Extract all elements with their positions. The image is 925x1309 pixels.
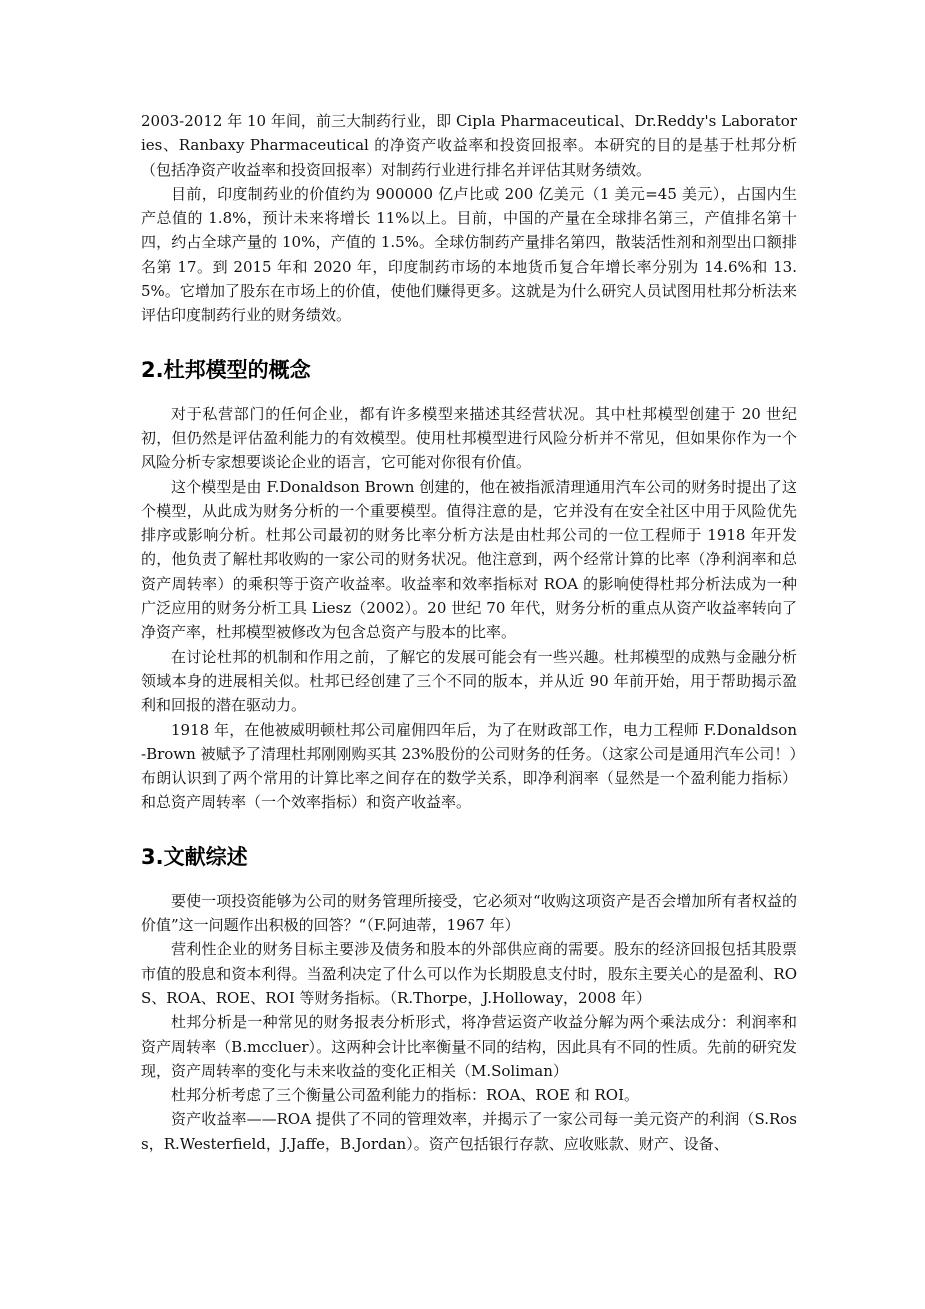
section-3-paragraph-2: 营利性企业的财务目标主要涉及债务和股本的外部供应商的需要。股东的经济回报包括其股票市值的股息和资本利得。当盈利决定了什么可以作为长期股息支付时，股东主要关心的是盈利、ROS、ROA、ROE、ROI 等财务指标。（R.Thorpe，J.Holloway，2008 年） [141,940,797,1007]
section-3-heading: 3.文献综述 [141,844,248,869]
section-2-paragraph-2: 这个模型是由 F.Donaldson Brown 创建的，他在被指派清理通用汽车公司的财务时提出了这个模型，从此成为财务分析的一个重要模型。值得注意的是，它并没有在安全社区中用于风险优先排序或影响分析。杜邦公司最初的财务比率分析方法是由杜邦公司的一位工程师于 1918 年开发的，他负责了解杜邦收购的一家公司的财务状况。他注意到，两个经常计算的比率（净利润率和总资产周转率）的乘积等于资产收益率。收益率和效率指标对 ROA 的影响使得杜邦分析法成为一种广泛应用的财务分析工具 Liesz（2002）。20 世纪 70 年代，财务分析的重点从资产收益率转向了净资产率，杜邦模型被修改为包含总资产与股本的比率。 [141,477,797,642]
section-3-paragraph-4: 杜邦分析考虑了三个衡量公司盈利能力的指标：ROA、ROE 和 ROI。 [171,1086,640,1105]
section-3-paragraph-1: 要使一项投资能够为公司的财务管理所接受，它必须对“收购这项资产是否会增加所有者权益的价值”这一问题作出积极的回答？“（F.阿迪蒂，1967 年） [141,891,797,935]
document-page [141,109,797,1156]
section-2-paragraph-3: 在讨论杜邦的机制和作用之前，了解它的发展可能会有一些兴趣。杜邦模型的成熟与金融分析领域本身的进展相关似。杜邦已经创建了三个不同的版本，并从近 90 年前开始，用于帮助揭示盈利和回报的潜在驱动力。 [141,647,797,715]
section-3-paragraph-5: 资产收益率——ROA 提供了不同的管理效率，并揭示了一家公司每一美元资产的利润（S.Ross，R.Westerfield，J.Jaffe，B.Jordan）。资产包括银行存款、应收账款、财产、设备、 [141,1110,797,1153]
section-2-heading: 2.杜邦模型的概念 [141,357,311,382]
section-2-paragraph-4: 1918 年，在他被威明顿杜邦公司雇佣四年后，为了在财政部工作，电力工程师 F.Donaldson-Brown 被赋予了清理杜邦刚刚购买其 23%股份的公司财务的任务。（这家公司是通用汽车公司！）布朗认识到了两个常用的计算比率之间存在的数学关系，即净利润率（显然是一个盈利能力指标）和总资产周转率（一个效率指标）和资产收益率。 [141,720,797,812]
intro-paragraph-1: 2003-2012 年 10 年间，前三大制药行业，即 Cipla Pharmaceutical、Dr.Reddy's Laboratories、Ranbaxy Pharmaceutical 的净资产收益率和投资回报率。本研究的目的是基于杜邦分析（包括净资产收益率和投资回报率）对制药行业进行排名并评估其财务绩效。 [141,112,797,179]
section-2-paragraph-1: 对于私营部门的任何企业，都有许多模型来描述其经营状况。其中杜邦模型创建于 20 世纪初，但仍然是评估盈利能力的有效模型。使用杜邦模型进行风险分析并不常见，但如果你作为一个风险分析专家想要谈论企业的语言，它可能对你很有价值。 [141,404,797,472]
intro-paragraph-2: 目前，印度制药业的价值约为 900000 亿卢比或 200 亿美元（1 美元=45 美元），占国内生产总值的 1.8%，预计未来将增长 11%以上。目前，中国的产量在全球排名第三，产值排名第十四，约占全球产量的 10%，产值的 1.5%。全球仿制药产量排名第四，散装活性剂和剂型出口额排名第 17。到 2015 年和 2020 年，印度制药市场的本地货币复合年增长率分别为 14.6%和 13.5%。它增加了股东在市场上的价值，使他们赚得更多。这就是为什么研究人员试图用杜邦分析法来评估印度制药行业的财务绩效。 [141,184,797,325]
section-3-paragraph-3: 杜邦分析是一种常见的财务报表分析形式，将净营运资产收益分解为两个乘法成分：利润率和资产周转率（B.mccluer）。这两种会计比率衡量不同的结构，因此具有不同的性质。先前的研究发现，资产周转率的变化与未来收益的变化正相关（M.Soliman） [141,1013,797,1080]
